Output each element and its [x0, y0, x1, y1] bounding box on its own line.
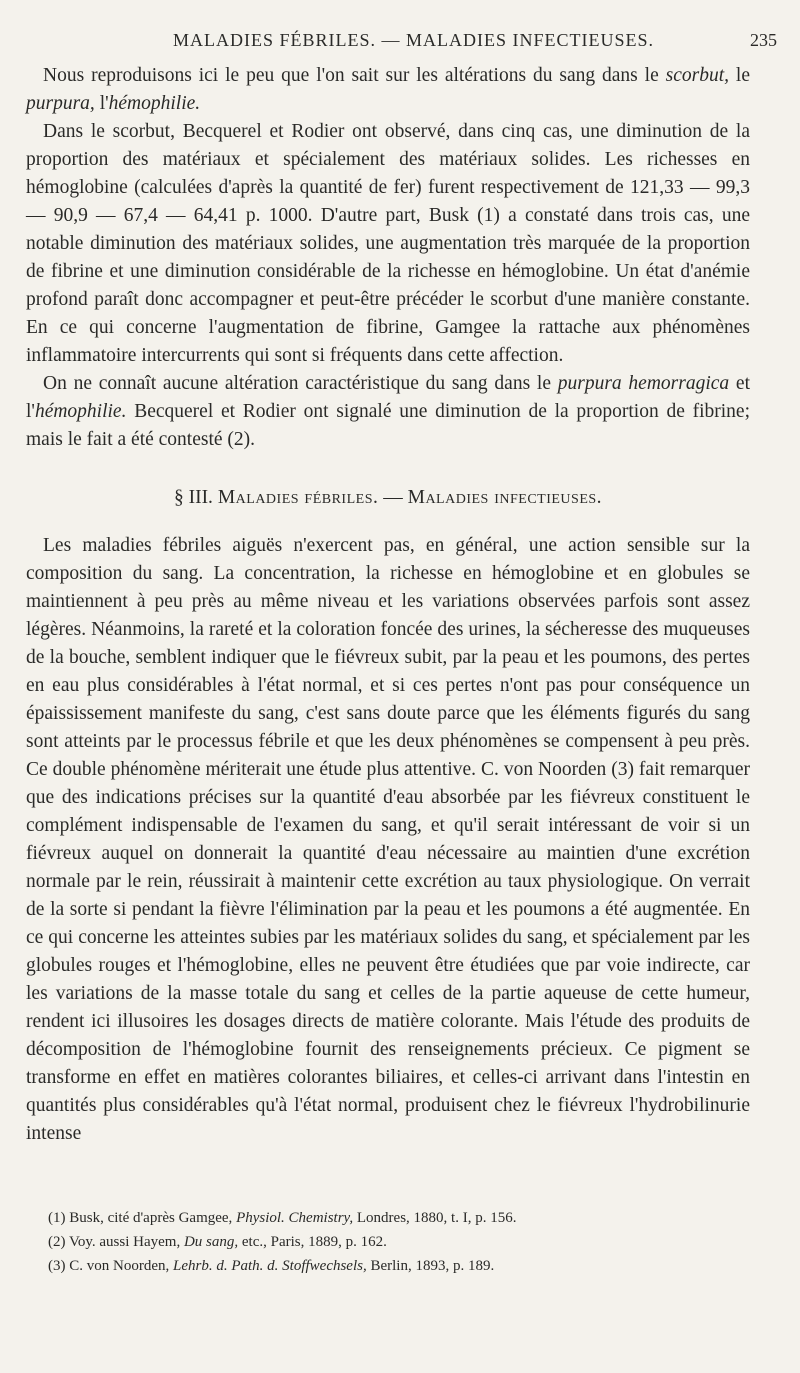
page-header — [0, 30, 800, 54]
text-run: (1) Busk, cité d'après Gamgee, — [48, 1210, 237, 1226]
paragraph-purpura — [26, 370, 750, 454]
text-run: On ne connaît aucune altération caractéristique du sang dans le — [43, 373, 558, 394]
text-run: (2) Voy. aussi Hayem, — [48, 1234, 184, 1250]
footnote-2 — [48, 1230, 748, 1254]
text-run: (3) C. von Noorden, — [48, 1258, 173, 1274]
text-run: et l' — [26, 373, 750, 422]
text-run: Londres, 1880, t. I, p. 156. — [353, 1210, 517, 1226]
running-title: MALADIES FÉBRILES. — MALADIES INFECTIEUSES. — [173, 30, 655, 50]
italic-term: hémophilie. — [34, 401, 127, 422]
italic-title: Lehrb. d. Path. d. Stoffwechsels, — [172, 1258, 367, 1274]
text-run: Nous reproduisons ici le peu que l'on sait sur les altérations du sang dans le — [43, 65, 666, 86]
paragraph-fevers: Les maladies fébriles aiguës n'exercent pas, en général, une action sensible sur la composition du sang. La concentration, la richesse en hémoglobine et en globules se maintiennent à peu près au même niveau et les variations observées parfois sont assez légères. Néanmoins, la rareté et la coloration foncée des urines, la sécheresse des muqueuses de la bouche, semblent indiquer que le fiévreux subit, par la peau et les poumons, des pertes en eau plus considérables à l'état normal, et si ces pertes n'ont pas pour conséquence un épaississement manifeste du sang, c'est sans doute parce que les éléments figurés du sang sont atteints par le processus fébrile et que les deux phénomènes se compensent à peu près. Ce double phénomène mériterait une étude plus attentive. C. von Noorden (3) fait remarquer que des indications précises sur la quantité d'eau absorbée par les fiévreux constituent le complément indispensable de l'examen du sang, et qu'il serait intéressant de voir si un fiévreux auquel on donnerait la quantité d'eau nécessaire au maintien d'une excrétion normale par le rein, réussirait à maintenir cette excrétion au taux physiologique. On verrait de la sorte si pendant la fièvre l'élimination par la peau et les poumons a été augmentée. En ce qui concerne les atteintes subies par les matériaux solides du sang, et spécialement par les globules rouges et l'hémoglobine, elles ne peuvent être étudiées que par voie indirecte, car les variations de la masse totale du sang et celles de la partie aqueuse de cette humeur, rendent ici illusoires les dosages directs de matière colorante. Mais l'étude des produits de décomposition de l'hémoglobine fournit des renseignements précieux. Ce pigment se transforme en effet en matières colorantes biliaires, et celles-ci arrivant dans l'intestin en quantités plus considérables qu'à l'état normal, produisent chez le fiévreux l'hydrobilinurie intense — [26, 535, 750, 1144]
italic-term: purpura, — [26, 93, 95, 114]
section-title-part: Maladies fébriles. — [217, 487, 379, 508]
italic-title: Du sang, — [183, 1234, 239, 1250]
footnotes — [48, 1206, 748, 1278]
section-heading — [26, 484, 750, 512]
section-number: § III. — [173, 487, 213, 508]
body-text — [26, 62, 750, 1148]
text-run: le — [729, 65, 750, 86]
section-title-part: Maladies infectieuses. — [407, 487, 603, 508]
paragraph-scorbut: Dans le scorbut, Becquerel et Rodier ont observé, dans cinq cas, une diminution de la proportion des matériaux et spécialement des matériaux solides. Les richesses en hémoglobine (calculées d'après la quantité de fer) furent respectivement de 121,33 — 99,3 — 90,9 — 67,4 — 64,41 p. 1000. D'autre part, Busk (1) a constaté dans trois cas, une notable diminution des matériaux solides, une augmentation très marquée de la proportion de fibrine et une diminution considérable de la richesse en hémoglobine. Un état d'anémie profond paraît donc accompagner et peut-être précéder le scorbut d'une manière constante. En ce qui concerne l'augmentation de fibrine, Gamgee la rattache aux phénomènes inflammatoire intercurrents qui sont si fréquents dans cette affection. — [26, 121, 750, 366]
section-dash: — — [383, 487, 403, 508]
footnote-1 — [48, 1206, 748, 1230]
italic-title: Physiol. Chemistry, — [236, 1210, 354, 1226]
text-run: etc., Paris, 1889, p. 162. — [238, 1234, 387, 1250]
italic-term: scorbut, — [665, 65, 730, 86]
page-number: 235 — [750, 30, 777, 50]
text-run: Berlin, 1893, p. 189. — [366, 1258, 495, 1274]
italic-term: hémophilie. — [108, 93, 201, 114]
text-run: Becquerel et Rodier ont signalé une diminution de la proportion de fibrine; mais le fait a été contesté (2). — [26, 401, 750, 450]
text-run: l' — [94, 93, 109, 114]
paragraph-intro — [26, 62, 750, 118]
footnote-3 — [48, 1254, 748, 1278]
italic-term: purpura hemorragica — [557, 373, 730, 394]
